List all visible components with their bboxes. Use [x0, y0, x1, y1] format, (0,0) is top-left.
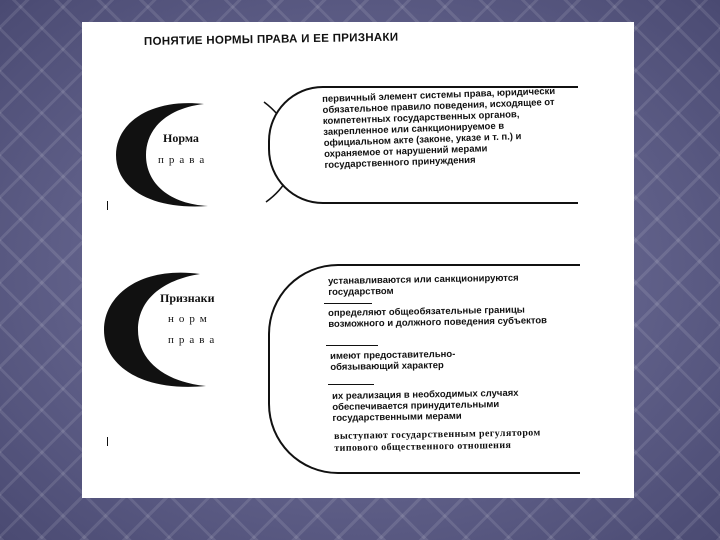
feature-item-4: их реализация в необходимых случаях обеспечивается принудительными государственными мерами — [332, 387, 519, 424]
feature-divider-1 — [324, 303, 372, 304]
norm-label-line1: Норма — [163, 131, 199, 145]
norm-label-line2: права — [158, 154, 210, 166]
feature-item-5: выступают государственным регулятором типового общественного отношения — [334, 427, 541, 454]
features-label-line3: права — [168, 334, 220, 346]
feature-divider-3 — [328, 384, 374, 385]
feature-item-1: устанавливаются или санкционируются государством — [328, 272, 519, 298]
margin-mark-2 — [107, 437, 108, 446]
feature-item-3: имеют предоставительно-обязывающий характер — [330, 348, 456, 373]
features-label-line1: Признаки — [160, 291, 215, 305]
margin-mark-1 — [107, 201, 108, 210]
feature-divider-2 — [326, 345, 378, 346]
features-label-line2: норм — [168, 313, 212, 325]
feature-item-2: определяют общеобязательные границы возможного и должного поведения субъектов — [328, 304, 548, 330]
features-crescent-shape — [100, 270, 250, 390]
slide-title: ПОНЯТИЕ НОРМЫ ПРАВА И ЕЕ ПРИЗНАКИ — [143, 31, 399, 48]
norm-definition-text: первичный элемент системы права, юридически обязательное правило поведения, исходящее от компетентных государственных органов, закрепленное или санкционируемое в официальном акте (законе, указе и т. п.) и охраняемое от нарушений мерами государственного принуждения — [322, 85, 556, 171]
